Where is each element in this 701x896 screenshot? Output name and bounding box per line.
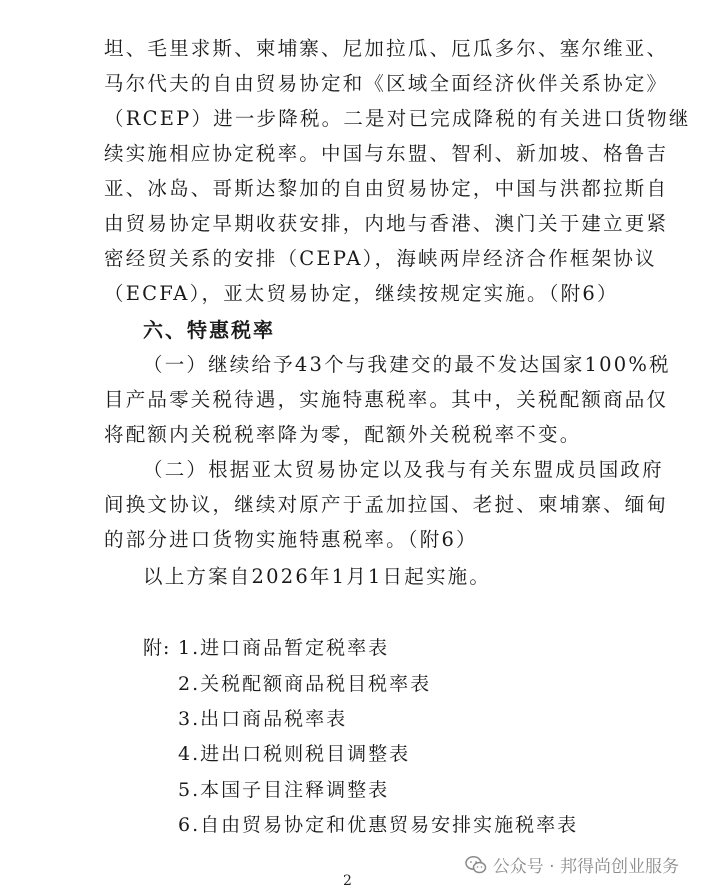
section-heading: 六、特惠税率 [143,318,275,342]
body-line: 由贸易协定早期收获安排，内地与香港、澳门关于建立更紧 [104,212,669,235]
paragraph-line: 间换文协议，继续对原产于孟加拉国、老挝、柬埔寨、缅甸 [104,493,669,516]
page-number: 2 [343,873,352,889]
paragraph-line: 将配额内关税税率降为零，配额外关税税率不变。 [104,423,582,446]
paragraph-line: 的部分进口货物实施特惠税率。（附6） [104,528,478,551]
attachment-item: 6.自由贸易协定和优惠贸易安排实施税率表 [178,814,579,836]
paragraph-line: 目产品零关税待遇，实施特惠税率。其中，关税配额商品仅 [104,388,669,411]
attachment-item: 1.进口商品暂定税率表 [178,637,390,659]
wechat-icon [465,855,487,875]
attachment-item: 2.关税配额商品税目税率表 [178,673,432,695]
effective-date-line: 以上方案自2026年1月1日起实施。 [143,565,492,588]
paragraph-line: （二）根据亚太贸易协定以及我与有关东盟成员国政府 [143,458,664,481]
watermark [465,852,679,877]
attachments-prefix: 附: [143,637,171,659]
attachment-item: 4.进出口税则税目调整表 [178,743,411,765]
body-line: 坦、毛里求斯、柬埔寨、尼加拉瓜、厄瓜多尔、塞尔维亚、 [104,37,669,60]
body-line: （RCEP）进一步降税。二是对已完成降税的有关进口货物继 [104,107,691,130]
body-line: 密经贸关系的安排（CEPA），海峡两岸经济合作框架协议 [104,247,657,270]
body-line: 马尔代夫的自由贸易协定和《区域全面经济伙伴关系协定》 [104,72,669,95]
attachment-item: 5.本国子目注释调整表 [178,779,390,801]
attachment-item: 3.出口商品税率表 [178,708,348,730]
paragraph-line: （一）继续给予43个与我建交的最不发达国家100%税 [143,353,671,376]
body-line: 续实施相应协定税率。中国与东盟、智利、新加坡、格鲁吉 [104,142,669,165]
body-line: （ECFA），亚太贸易协定，继续按规定实施。（附6） [104,282,619,305]
watermark-text: 公众号 · 邦得尚创业服务 [492,857,679,877]
body-line: 亚、冰岛、哥斯达黎加的自由贸易协定，中国与洪都拉斯自 [104,177,669,200]
